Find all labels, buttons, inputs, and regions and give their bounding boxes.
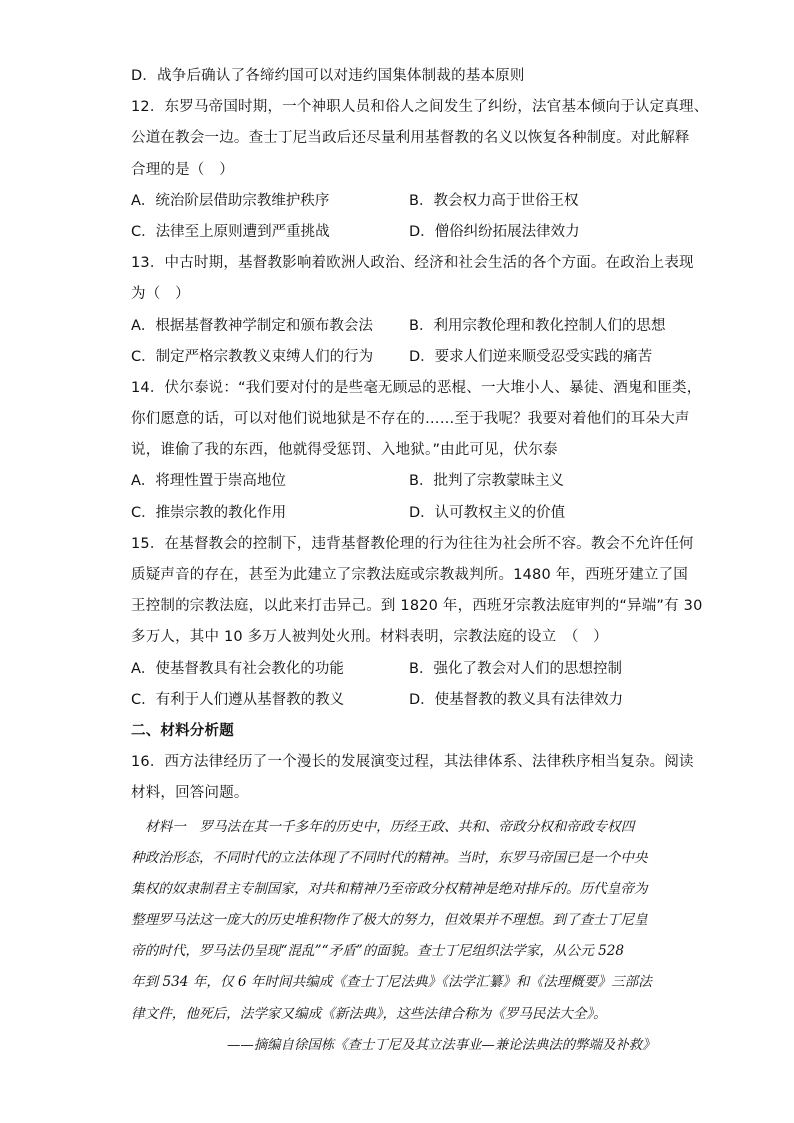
material-line: 帝的时代，罗马法仍呈现“混乱”“矛盾”的面貌。查士丁尼组织法学家，从公元 528 [131,943,625,960]
q12-option-d: D．僧俗纠纷拓展法律效力 [409,223,580,240]
q15-stem-line: 多万人，其中 10 多万人被判处火刑。材料表明，宗教法庭的设立 （ ） [131,629,608,646]
material-line: 年到 534 年，仅 6 年时间共编成《查士丁尼法典》《法学汇纂》和《法理概要》三部法 [131,974,652,991]
q13-options-row [131,311,667,342]
q13-options-row [131,342,667,373]
q13-stem-line: 13．中古时期，基督教影响着欧洲人政治、经济和社会生活的各个方面。在政治上表现 [131,255,694,272]
material-line: 材料一 罗马法在其一千多年的历史中，历经王政、共和、帝政分权和帝政专权四 [145,818,635,835]
q13-option-d: D．要求人们逆来顺受忍受实践的痛苦 [409,348,653,365]
material-line: 整理罗马法这一庞大的历史堆积物作了极大的努力，但效果并不理想。到了查士丁尼皇 [131,912,648,929]
q12-option-a: A．统治阶层借助宗教维护秩序 [131,192,330,209]
material-passage [131,812,667,1030]
q15-option-d: D．使基督教的教义具有法律效力 [409,691,624,708]
q13-option-a: A．根据基督教神学制定和颁布教会法 [131,317,373,334]
q14-options-row [131,466,667,497]
question-13 [131,248,694,373]
q15-option-b: B．强化了教会对人们的思想控制 [409,660,622,677]
page-content [131,61,709,1061]
q14-option-c: C．推崇宗教的教化作用 [131,504,287,521]
q15-option-c: C．有利于人们遵从基督教的教义 [131,691,345,708]
q15-option-a: A．使基督教具有社会教化的功能 [131,660,344,677]
q15-stem-line: 质疑声音的存在，甚至为此建立了宗教法庭或宗教裁判所。1480 年，西班牙建立了国 [131,567,689,583]
q12-option-c: C．法律至上原则遭到严重挑战 [131,223,330,240]
question-14 [131,373,702,529]
section-heading: 二、材料分析题 [131,722,234,739]
q14-stem-line: 说，谁偷了我的东西，他就得受惩罚、入地狱。”由此可见，伏尔泰 [131,442,558,459]
q12-stem-line: 12．东罗马帝国时期，一个神职人员和俗人之间发生了纠纷，法官基本倾向于认定真理、 [131,99,709,116]
material-line: 律文件，他死后，法学家又编成《新法典》，这些法律合称为《罗马民法大全》。 [131,1005,607,1022]
q12-option-b: B．教会权力高于世俗王权 [409,192,579,209]
q11-option-d: D．战争后确认了各缔约国可以对违约国集体制裁的基本原则 [131,68,525,84]
q12-options-row [131,217,667,248]
q15-stem-line: 15．在基督教会的控制下，违背基督教伦理的行为往往为社会所不容。教会不允许任何 [131,535,694,552]
q16-stem-line: 16．西方法律经历了一个漫长的发展演变过程，其法律体系、法律秩序相当复杂。阅读 [131,754,694,771]
q14-option-d: D．认可教权主义的价值 [409,504,566,521]
q12-options-row [131,186,667,217]
q14-stem-line: 你们愿意的话，可以对他们说地狱是不存在的……至于我呢？我要对着他们的耳朵大声 [131,411,690,428]
q15-options-row [131,685,667,716]
question-16 [131,747,694,1061]
material-line: 集权的奴隶制君主专制国家，对共和精神乃至帝政分权精神是绝对排斥的。历代皇帝为 [131,880,648,897]
q14-option-a: A．将理性置于崇高地位 [131,473,286,490]
q14-options-row [131,498,667,529]
q13-option-c: C．制定严格宗教教义束缚人们的行为 [131,348,374,365]
q12-stem-line: 合理的是（ ） [131,161,234,178]
q13-stem-line: 为（ ） [131,286,190,303]
q15-options-row [131,654,667,685]
q16-stem-line: 材料，回答问题。 [131,785,249,802]
q14-stem-line: 14．伏尔泰说：“我们要对付的是些毫无顾忌的恶棍、一大堆小人、暴徒、酒鬼和匪类， [131,379,702,396]
q15-stem-line: 王控制的宗教法庭，以此来打击异己。到 1820 年，西班牙宗教法庭审判的“异端”有 30 [131,598,703,615]
q13-option-b: B．利用宗教伦理和教化控制人们的思想 [409,317,666,334]
q12-stem-line: 公道在教会一边。查士丁尼当政后还尽量利用基督教的名义以恢复各种制度。对此解释 [131,130,690,147]
question-12 [131,92,709,248]
question-15 [131,529,703,716]
material-line: 种政治形态，不同时代的立法体现了不同时代的精神。当时，东罗马帝国已是一个中央 [131,849,648,866]
material-source: ——摘编自徐国栋《查士丁尼及其立法事业—兼论法典法的弊端及补救》 [227,1037,656,1053]
q14-option-b: B．批判了宗教蒙昧主义 [409,473,564,490]
